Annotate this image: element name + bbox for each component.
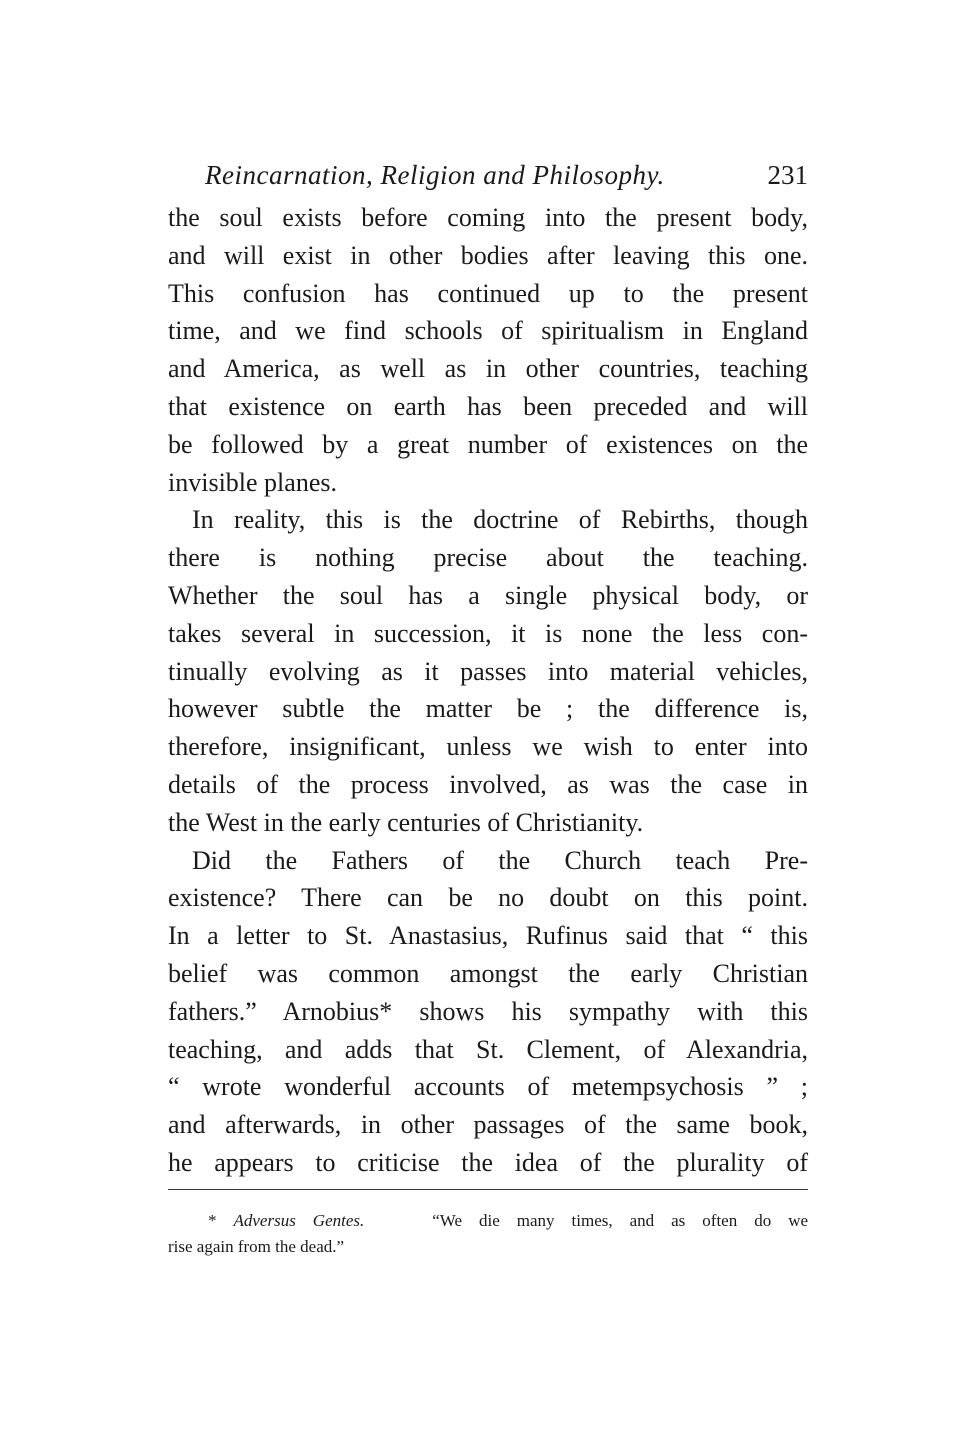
text-line: details of the process involved, as was the case in [168,769,808,799]
text-line: In a letter to St. Anastasius, Rufinus said that “ this [168,921,808,951]
running-title: Reincarnation, Religion and Philosophy. [205,160,665,190]
footnote-marker: * [208,1211,217,1230]
text-line: time, and we find schools of spiritualism in England [168,316,808,346]
text-line: and afterwards, in other passages of the same book, [168,1110,808,1140]
text-line: tinually evolving as it passes into material vehicles, [168,656,808,686]
text-line: Whether the soul has a single physical body, or [168,580,808,610]
text-line: takes several in succession, it is none the less con- [168,618,808,648]
text-line: fathers.” Arnobius* shows his sympathy with this [168,996,808,1026]
text-line: existence? There can be no doubt on this point. [168,883,808,913]
text-line: therefore, insignificant, unless we wish to enter into [168,732,808,762]
footnote-quote: “We die many times, and as often do we [432,1211,809,1230]
text-line: the soul exists before coming into the present body, [168,203,808,232]
text-line: invisible planes. [168,467,337,497]
page-number: 231 [767,160,808,190]
text-line: “ wrote wonderful accounts of metempsychosis ” ; [168,1072,808,1102]
text-line: teaching, and adds that St. Clement, of Alexandria, [168,1034,808,1064]
text-line: Did the Fathers of the Church teach Pre- [192,845,808,875]
footnote-source: Adversus Gentes. [233,1211,365,1230]
text-line: he appears to criticise the idea of the plurality of [168,1147,808,1177]
text-line: there is nothing precise about the teaching. [168,543,808,573]
text-line: belief was common amongst the early Christian [168,958,808,988]
text-line: that existence on earth has been preceded and will [168,391,808,421]
running-header [205,160,808,200]
body-text [168,199,808,1182]
footnote-line [168,1208,808,1234]
text-line: This confusion has continued up to the present [168,278,808,308]
footnote [168,1208,808,1260]
text-line: and America, as well as in other countries, teaching [168,354,808,384]
text-line: the West in the early centuries of Christianity. [168,807,644,837]
text-line: be followed by a great number of existences on the [168,429,808,459]
footnote-line: rise again from the dead.” [168,1237,345,1256]
footnote-divider [168,1189,808,1190]
text-line: however subtle the matter be ; the difference is, [168,694,808,724]
text-line: and will exist in other bodies after leaving this one. [168,240,808,270]
text-line: In reality, this is the doctrine of Rebirths, though [192,505,808,535]
